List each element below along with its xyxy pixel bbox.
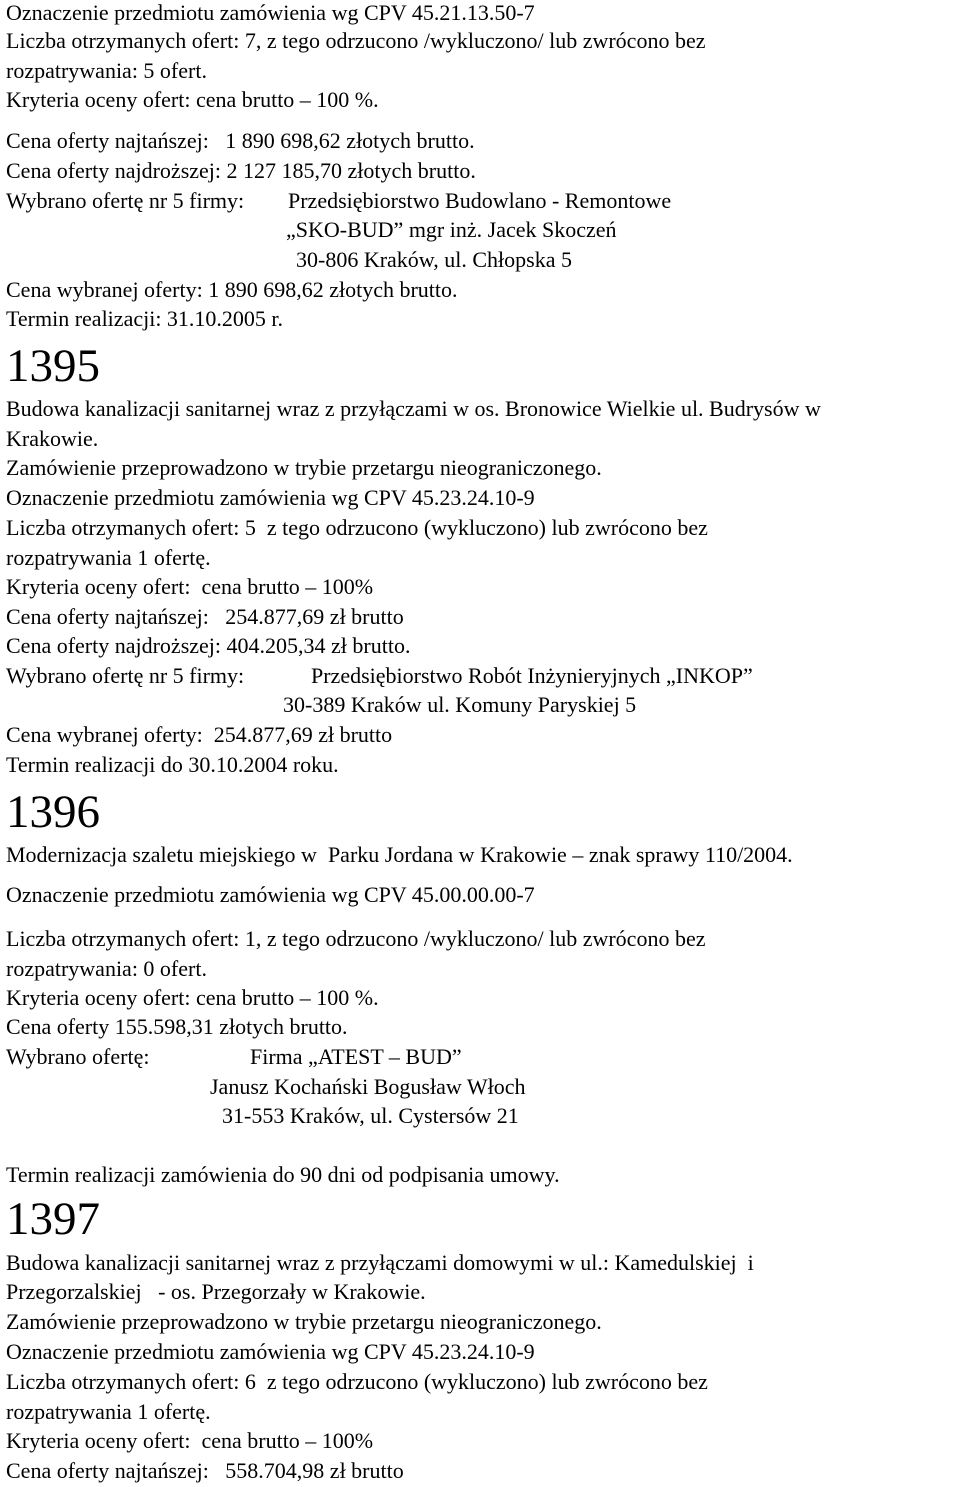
offers-line-cont: rozpatrywania 1 ofertę. (6, 545, 211, 570)
chosen-company-address: 30-389 Kraków ul. Komuny Paryskiej 5 (283, 692, 637, 717)
section-number: 1395 (6, 340, 100, 392)
chosen-company-name-cont: „SKO-BUD” mgr inż. Jacek Skoczeń (286, 217, 617, 242)
chosen-price-line: Cena wybranej oferty: 1 890 698,62 złotych brutto. (6, 277, 458, 302)
cpv-line: Oznaczenie przedmiotu zamówienia wg CPV 45.00.00.00-7 (6, 882, 535, 907)
offers-line: Liczba otrzymanych ofert: 6 z tego odrzucono (wykluczono) lub zwrócono bez (6, 1369, 708, 1394)
most-expensive-offer-line: Cena oferty najdroższej: 404.205,34 zł brutto. (6, 633, 411, 658)
chosen-company-name: Firma „ATEST – BUD” (250, 1044, 462, 1069)
cpv-line: Oznaczenie przedmiotu zamówienia wg CPV 45.23.24.10-9 (6, 1339, 535, 1364)
chosen-company-address: 31-553 Kraków, ul. Cystersów 21 (222, 1103, 519, 1128)
chosen-offer-label: Wybrano ofertę nr 5 firmy: (6, 663, 245, 688)
section-title: Budowa kanalizacji sanitarnej wraz z przyłączami w os. Bronowice Wielkie ul. Budrysów w (6, 396, 821, 421)
offers-line: Liczba otrzymanych ofert: 5 z tego odrzucono (wykluczono) lub zwrócono bez (6, 515, 708, 540)
offers-line-cont: rozpatrywania: 5 ofert. (6, 58, 207, 83)
offers-line: Liczba otrzymanych ofert: 7, z tego odrzucono /wykluczono/ lub zwrócono bez (6, 28, 706, 53)
cpv-line: Oznaczenie przedmiotu zamówienia wg CPV 45.21.13.50-7 (6, 0, 535, 25)
section-number: 1397 (6, 1193, 100, 1245)
procedure-mode-line: Zamówienie przeprowadzono w trybie przetargu nieograniczonego. (6, 1309, 602, 1334)
section-title-cont: Krakowie. (6, 426, 99, 451)
section-title: Budowa kanalizacji sanitarnej wraz z przyłączami domowymi w ul.: Kamedulskiej i (6, 1250, 754, 1275)
offers-line: Liczba otrzymanych ofert: 1, z tego odrzucono /wykluczono/ lub zwrócono bez (6, 926, 706, 951)
chosen-offer-label: Wybrano ofertę: (6, 1044, 150, 1069)
section-title: Modernizacja szaletu miejskiego w Parku Jordana w Krakowie – znak sprawy 110/2004. (6, 842, 793, 867)
cheapest-offer-line: Cena oferty najtańszej: 558.704,98 zł brutto (6, 1458, 404, 1483)
chosen-company-name: Przedsiębiorstwo Robót Inżynieryjnych „INKOP” (311, 663, 753, 688)
chosen-company-name: Przedsiębiorstwo Budowlano - Remontowe (288, 188, 672, 213)
deadline-line: Termin realizacji do 30.10.2004 roku. (6, 752, 339, 777)
cheapest-offer-line: Cena oferty najtańszej: 1 890 698,62 złotych brutto. (6, 128, 475, 153)
section-number: 1396 (6, 786, 100, 838)
procedure-mode-line: Zamówienie przeprowadzono w trybie przetargu nieograniczonego. (6, 455, 602, 480)
cheapest-offer-line: Cena oferty najtańszej: 254.877,69 zł brutto (6, 604, 404, 629)
most-expensive-offer-line: Cena oferty najdroższej: 2 127 185,70 złotych brutto. (6, 158, 476, 183)
chosen-company-owners: Janusz Kochański Bogusław Włoch (210, 1074, 526, 1099)
offers-line-cont: rozpatrywania: 0 ofert. (6, 956, 207, 981)
offer-price-line: Cena oferty 155.598,31 złotych brutto. (6, 1014, 348, 1039)
criteria-line: Kryteria oceny ofert: cena brutto – 100 %. (6, 87, 379, 112)
chosen-company-address: 30-806 Kraków, ul. Chłopska 5 (296, 247, 572, 272)
criteria-line: Kryteria oceny ofert: cena brutto – 100% (6, 1428, 374, 1453)
deadline-line: Termin realizacji: 31.10.2005 r. (6, 306, 284, 331)
criteria-line: Kryteria oceny ofert: cena brutto – 100% (6, 574, 374, 599)
chosen-price-line: Cena wybranej oferty: 254.877,69 zł brutto (6, 722, 393, 747)
cpv-line: Oznaczenie przedmiotu zamówienia wg CPV 45.23.24.10-9 (6, 485, 535, 510)
offers-line-cont: rozpatrywania 1 ofertę. (6, 1399, 211, 1424)
deadline-line: Termin realizacji zamówienia do 90 dni od podpisania umowy. (6, 1162, 560, 1187)
chosen-offer-label: Wybrano ofertę nr 5 firmy: (6, 188, 245, 213)
criteria-line: Kryteria oceny ofert: cena brutto – 100 %. (6, 985, 379, 1010)
section-title-cont: Przegorzalskiej - os. Przegorzały w Krakowie. (6, 1279, 426, 1304)
